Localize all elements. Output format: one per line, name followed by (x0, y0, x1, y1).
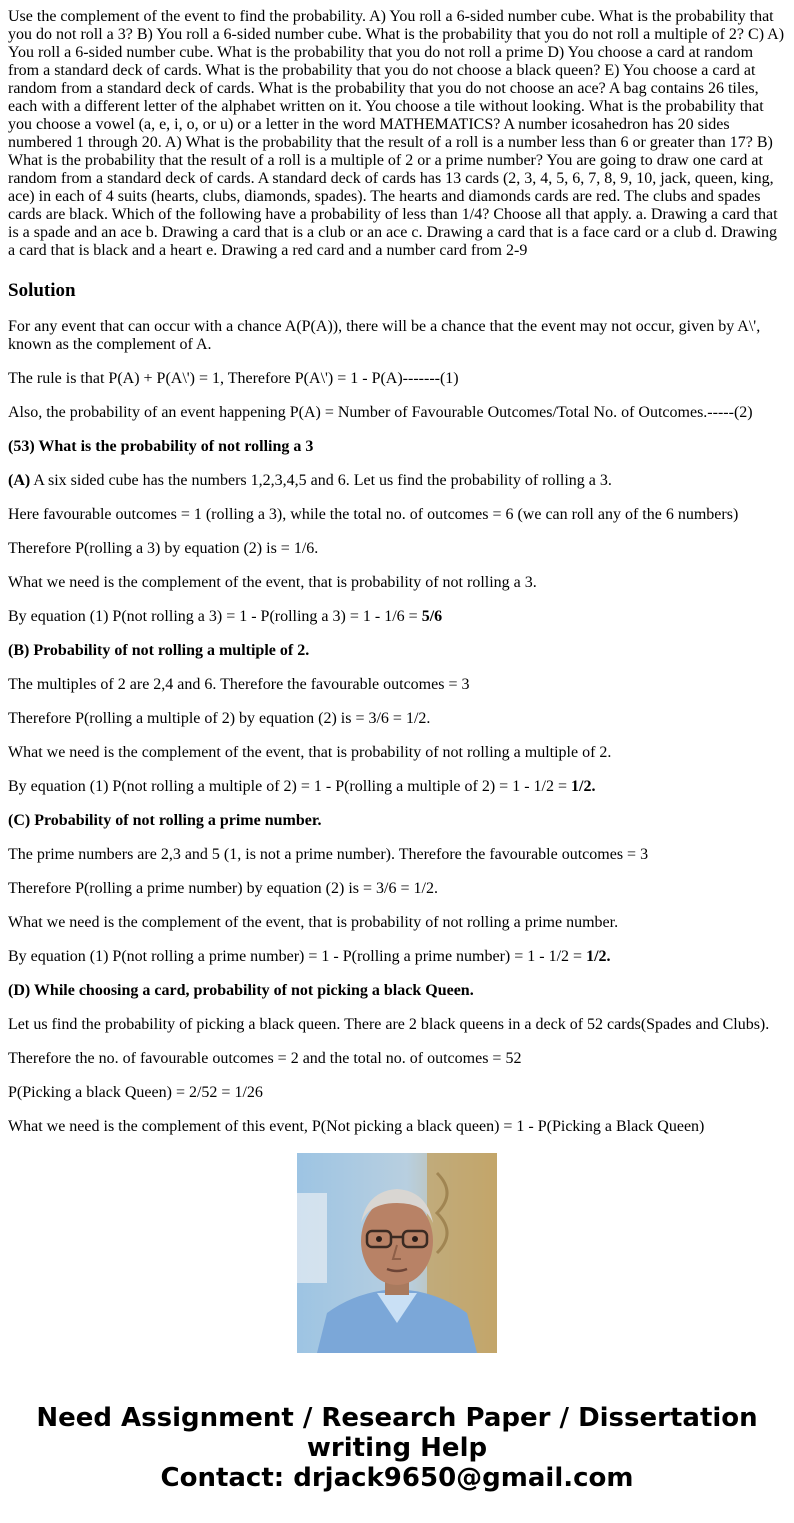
equation-text: By equation (1) P(not rolling a prime number) = 1 - P(rolling a prime number) = 1 - 1/2 = (8, 948, 587, 965)
section-heading-c (8, 812, 786, 830)
solution-paragraph: What we need is the complement of the event, that is probability of not rolling a multiple of 2. (8, 744, 612, 761)
solution-paragraph: Here favourable outcomes = 1 (rolling a 3), while the total no. of outcomes = 6 (we can roll any of the 6 numbers) (8, 506, 739, 523)
answer-value: 1/2. (586, 948, 611, 965)
question-text: Use the complement of the event to find the probability. A) You roll a 6-sided number cube. What is the probability that you do not roll a 3? B) You roll a 6-sided number cube. What is the probability that you do not roll a multiple of 2? C) A) You roll a 6-sided number cube. What is the probability that you do not roll a prime D) You choose a card at random from a standard deck of cards. What is the probability that you do not choose a black queen? E) You choose a card at random from a standard deck of cards. What is the probability that you do not choose an ace? A bag contains 26 tiles, each with a different letter of the alphabet written on it. You choose a tile without looking. What is the probability that you choose a vowel (a, e, i, o, or u) or a letter in the word MATHEMATICS? A number icosahedron has 20 sides numbered 1 through 20. A) What is the probability that the result of a roll is a number less than 6 or greater than 17? B) What is the probability that the result of a roll is a multiple of 2 or a prime number? You are going to draw one card at random from a standard deck of cards. A standard deck of cards has 13 cards (2, 3, 4, 5, 6, 7, 8, 9, 10, jack, queen, king, ace) in each of 4 suits (hearts, clubs, diamonds, spades). The hearts and diamonds cards are red. The clubs and spades cards are black. Which of the following have a probability of less than 1/4? Choose all that apply. a. Drawing a card that is a spade and an ace b. Drawing a card that is a club or an ace c. Drawing a card that is a face card or a club d. Drawing a card that is black and a heart e. Drawing a red card and a number card from 2-9 (8, 8, 785, 259)
window-frame (297, 1193, 327, 1283)
answer-value: 5/6 (421, 608, 443, 625)
footer-contact: Contact: drjack9650@gmail.com (160, 1463, 634, 1493)
solution-paragraph: The prime numbers are 2,3 and 5 (1, is not a prime number). Therefore the favourable outcomes = 3 (8, 846, 649, 863)
author-photo (297, 1153, 497, 1353)
solution-paragraph: Therefore P(rolling a 3) by equation (2) is = 1/6. (8, 540, 319, 557)
section-heading-text: (D) While choosing a card, probability of not picking a black Queen. (8, 982, 474, 999)
equation-text: By equation (1) P(not rolling a 3) = 1 - P(rolling a 3) = 1 - 1/6 = (8, 608, 422, 625)
solution-paragraph: The rule is that P(A) + P(A\') = 1, Therefore P(A\') = 1 - P(A)-------(1) (8, 370, 459, 387)
solution-paragraph: Therefore the no. of favourable outcomes = 2 and the total no. of outcomes = 52 (8, 1050, 522, 1067)
equation-text: By equation (1) P(not rolling a multiple of 2) = 1 - P(rolling a multiple of 2) = 1 - 1/2 = (8, 778, 571, 795)
section-heading-text: (C) Probability of not rolling a prime number. (8, 812, 322, 829)
solution-paragraph (8, 608, 786, 626)
solution-paragraph: What we need is the complement of the event, that is probability of not rolling a 3. (8, 574, 537, 591)
eye-right (412, 1236, 418, 1242)
solution-paragraph: Let us find the probability of picking a black queen. There are 2 black queens in a deck of 52 cards(Spades and Clubs). (8, 1016, 770, 1033)
solution-paragraph (8, 472, 786, 490)
section-heading-b (8, 642, 786, 660)
main-content (8, 8, 786, 1135)
avatar (297, 1153, 497, 1353)
solution-paragraph: P(Picking a black Queen) = 2/52 = 1/26 (8, 1084, 263, 1101)
footer-line: writing Help (306, 1433, 488, 1463)
answer-value: 1/2. (571, 778, 596, 795)
solution-body (8, 318, 786, 1136)
solution-paragraph: Therefore P(rolling a multiple of 2) by equation (2) is = 3/6 = 1/2. (8, 710, 431, 727)
section-heading-text: (53) What is the probability of not rolling a 3 (8, 438, 314, 455)
solution-paragraph (8, 948, 786, 966)
solution-paragraph: For any event that can occur with a chance A(P(A)), there will be a chance that the event may not occur, given by A\', known as the complement of A. (8, 318, 761, 353)
solution-paragraph (8, 778, 786, 796)
footer-line: Need Assignment / Research Paper / Dissertation (36, 1403, 758, 1433)
eye-left (376, 1236, 382, 1242)
footer-banner (0, 1403, 794, 1493)
section-heading-53 (8, 438, 786, 456)
solution-paragraph: What we need is the complement of the event, that is probability of not rolling a prime number. (8, 914, 619, 931)
solution-paragraph: The multiples of 2 are 2,4 and 6. Therefore the favourable outcomes = 3 (8, 676, 470, 693)
solution-paragraph: What we need is the complement of this event, P(Not picking a black queen) = 1 - P(Picking a Black Queen) (8, 1118, 705, 1135)
solution-heading: Solution (8, 280, 76, 301)
section-heading-text: (B) Probability of not rolling a multiple of 2. (8, 642, 310, 659)
section-heading-d (8, 982, 786, 1000)
part-label: (A) (8, 472, 31, 489)
solution-paragraph: Therefore P(rolling a prime number) by equation (2) is = 3/6 = 1/2. (8, 880, 438, 897)
part-text: A six sided cube has the numbers 1,2,3,4,5 and 6. Let us find the probability of rolling a 3. (30, 472, 612, 489)
solution-paragraph: Also, the probability of an event happening P(A) = Number of Favourable Outcomes/Total No. of Outcomes.-----(2) (8, 404, 753, 421)
